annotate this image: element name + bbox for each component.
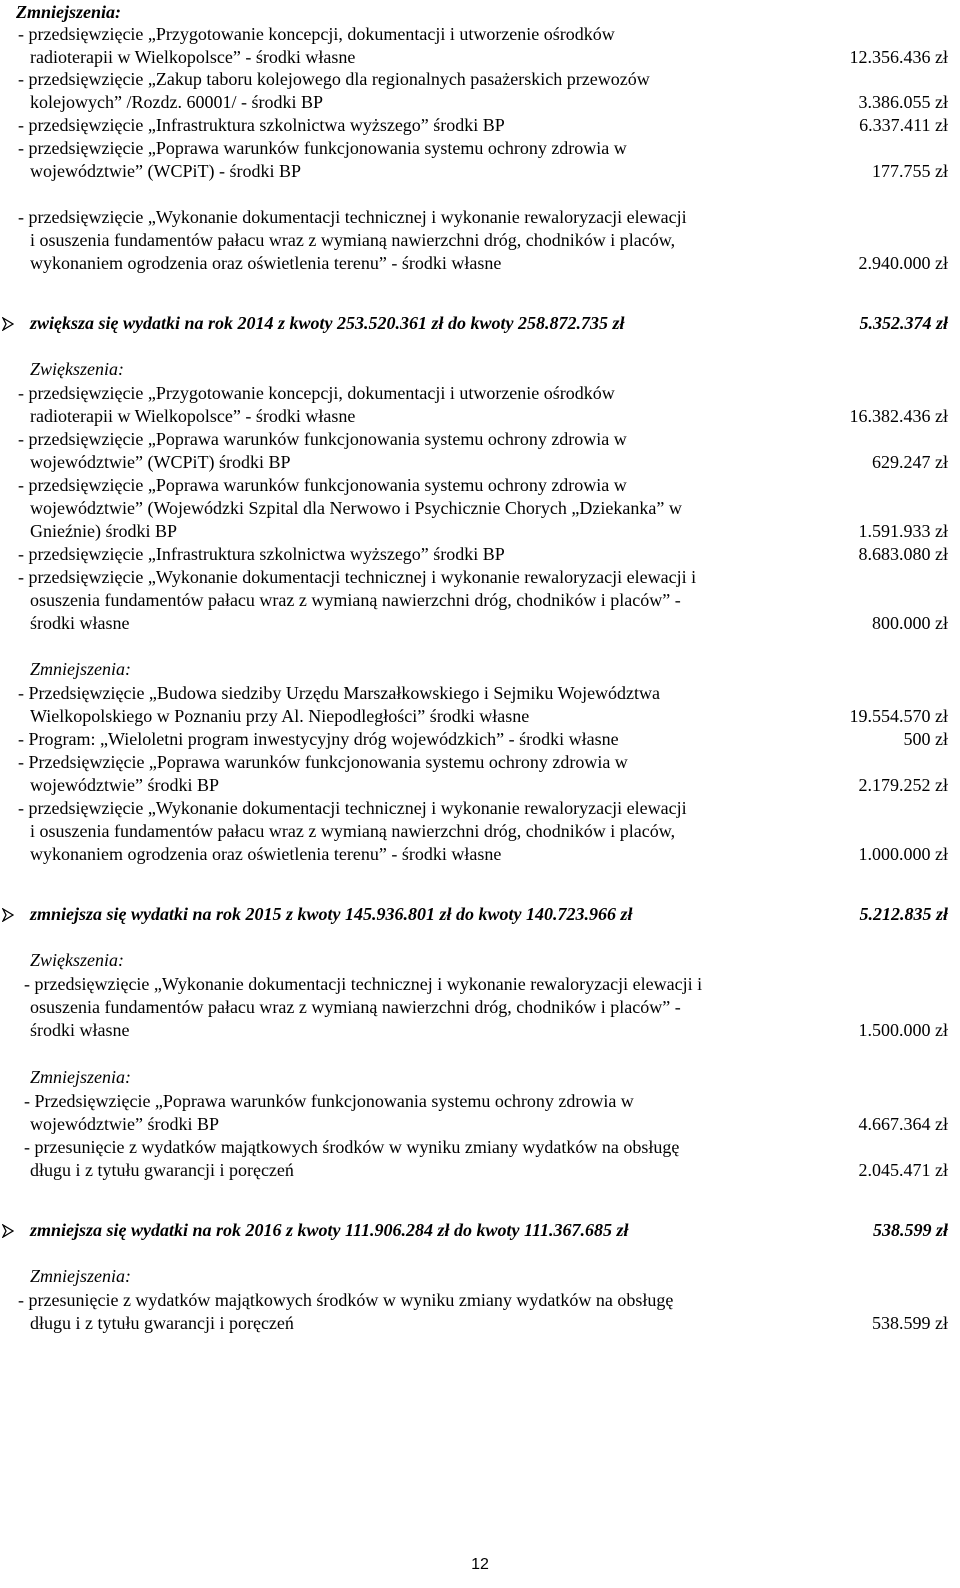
amount-value: 6.337.411 zł: [859, 115, 948, 135]
text-line: [0, 565, 960, 590]
text-line: [0, 228, 960, 253]
item-text: kolejowych” /Rozdz. 60001/ - środki BP: [30, 92, 323, 112]
text-line: [0, 473, 960, 498]
section-header-text: zmniejsza się wydatki na rok 2015 z kwoty 145.936.801 zł do kwoty 140.723.966 zł: [30, 904, 633, 924]
text-line: [0, 357, 960, 382]
amount-value: 8.683.080 zł: [858, 544, 948, 564]
text-line: [0, 1264, 960, 1289]
item-text: - Przedsięwzięcie „Poprawa warunków funkcjonowania systemu ochrony zdrowia w: [24, 1091, 634, 1111]
text-line: [0, 1018, 960, 1043]
amount-value: 2.045.471 zł: [858, 1160, 948, 1180]
text-line: [0, 136, 960, 161]
item-text: - przedsięwzięcie „Przygotowanie koncepcji, dokumentacji i utworzenie ośrodków: [18, 24, 615, 44]
item-text: - przesunięcie z wydatków majątkowych środków w wyniku zmiany wydatków na obsługę: [24, 1137, 680, 1157]
text-line: [0, 251, 960, 276]
item-text: - przedsięwzięcie „Poprawa warunków funkcjonowania systemu ochrony zdrowia w: [18, 429, 627, 449]
item-text: - przedsięwzięcie „Infrastruktura szkolnictwa wyższego” środki BP: [18, 115, 505, 135]
item-text: Gnieźnie) środki BP: [30, 521, 177, 541]
item-text: wykonaniem ogrodzenia oraz oświetlenia terenu” - środki własne: [30, 253, 502, 273]
amount-value: 1.500.000 zł: [858, 1020, 948, 1040]
text-line: [0, 588, 960, 613]
text-line: [0, 159, 960, 184]
amount-value: 4.667.364 zł: [858, 1114, 948, 1134]
amount-value: 2.940.000 zł: [858, 253, 948, 273]
text-line: [0, 427, 960, 452]
text-line: [0, 681, 960, 706]
text-line: [0, 995, 960, 1020]
text-line: [0, 1135, 960, 1160]
item-text: długu i z tytułu gwarancji i poręczeń: [30, 1160, 294, 1180]
text-line: [0, 496, 960, 521]
text-line: [0, 1158, 960, 1183]
item-text: środki własne: [30, 613, 130, 633]
text-line: [0, 450, 960, 475]
item-text: - przesunięcie z wydatków majątkowych środków w wyniku zmiany wydatków na obsługę: [18, 1290, 674, 1310]
section-header-text: zmniejsza się wydatki na rok 2016 z kwoty 111.906.284 zł do kwoty 111.367.685 zł: [30, 1220, 629, 1240]
item-text: wykonaniem ogrodzenia oraz oświetlenia terenu” - środki własne: [30, 844, 502, 864]
amount-value: 177.755 zł: [872, 161, 948, 181]
item-text: województwie” (WCPiT) - środki BP: [30, 161, 301, 181]
item-text: - Przedsięwzięcie „Budowa siedziby Urzędu Marszałkowskiego i Sejmiku Województwa: [18, 683, 661, 703]
item-text: radioterapii w Wielkopolsce” - środki własne: [30, 406, 356, 426]
item-text: środki własne: [30, 1020, 130, 1040]
text-line: [0, 773, 960, 798]
item-text: - przedsięwzięcie „Poprawa warunków funkcjonowania systemu ochrony zdrowia w: [18, 475, 627, 495]
amount-value: 3.386.055 zł: [858, 92, 948, 112]
text-line: [0, 404, 960, 429]
item-text: Wielkopolskiego w Poznaniu przy Al. Niepodległości” środki własne: [30, 706, 530, 726]
section-label: Zwiększenia:: [30, 950, 124, 970]
text-line: [0, 205, 960, 230]
text-line: [0, 381, 960, 406]
item-text: - przedsięwzięcie „Wykonanie dokumentacji technicznej i wykonanie rewaloryzacji elewacji i: [18, 567, 697, 587]
section-label: Zmniejszenia:: [16, 2, 122, 22]
item-text: - przedsięwzięcie „Wykonanie dokumentacji technicznej i wykonanie rewaloryzacji elewacji: [18, 798, 687, 818]
section-header-text: zwiększa się wydatki na rok 2014 z kwoty 253.520.361 zł do kwoty 258.872.735 zł: [30, 313, 625, 333]
text-line: [0, 1089, 960, 1114]
page-number: 12: [471, 1556, 489, 1573]
item-text: osuszenia fundamentów pałacu wraz z wymianą nawierzchni dróg, chodników i placów” -: [30, 590, 681, 610]
arrowhead-bullet-icon: [2, 908, 14, 922]
text-line: [0, 542, 960, 567]
text-line: [0, 972, 960, 997]
text-line: [0, 796, 960, 821]
amount-value: 800.000 zł: [872, 613, 948, 633]
amount-value: 2.179.252 zł: [858, 775, 948, 795]
item-text: radioterapii w Wielkopolsce” - środki własne: [30, 47, 356, 67]
section-header-line: [0, 902, 960, 927]
item-text: - przedsięwzięcie „Wykonanie dokumentacji technicznej i wykonanie rewaloryzacji elewacji i: [24, 974, 703, 994]
item-text: województwie” (Wojewódzki Szpital dla Nerwowo i Psychicznie Chorych „Dziekanka” w: [30, 498, 682, 518]
item-text: - przedsięwzięcie „Zakup taboru kolejowego dla regionalnych pasażerskich przewozów: [18, 69, 650, 89]
text-line: [0, 842, 960, 867]
item-text: długu i z tytułu gwarancji i poręczeń: [30, 1313, 294, 1333]
text-line: [0, 1288, 960, 1313]
amount-value: 538.599 zł: [872, 1220, 948, 1240]
text-line: [0, 113, 960, 138]
amount-value: 5.212.835 zł: [859, 904, 948, 924]
text-line: [0, 22, 960, 47]
text-line: [0, 1311, 960, 1336]
item-text: - Program: „Wieloletni program inwestycyjny dróg wojewódzkich” - środki własne: [18, 729, 619, 749]
text-line: [0, 1065, 960, 1090]
item-text: województwie” środki BP: [30, 1114, 219, 1134]
amount-value: 19.554.570 zł: [849, 706, 948, 726]
section-label: Zmniejszenia:: [30, 659, 131, 679]
amount-value: 538.599 zł: [872, 1313, 948, 1333]
text-line: [0, 704, 960, 729]
item-text: - Przedsięwzięcie „Poprawa warunków funkcjonowania systemu ochrony zdrowia w: [18, 752, 628, 772]
text-line: [0, 727, 960, 752]
arrowhead-bullet-icon: [2, 317, 14, 331]
text-line: [0, 948, 960, 973]
amount-value: 12.356.436 zł: [849, 47, 948, 67]
item-text: osuszenia fundamentów pałacu wraz z wymianą nawierzchni dróg, chodników i placów” -: [30, 997, 681, 1017]
amount-value: 16.382.436 zł: [849, 406, 948, 426]
text-line: [0, 750, 960, 775]
item-text: - przedsięwzięcie „Infrastruktura szkolnictwa wyższego” środki BP: [18, 544, 505, 564]
section-label: Zwiększenia:: [30, 359, 124, 379]
item-text: i osuszenia fundamentów pałacu wraz z wymianą nawierzchni dróg, chodników i placów,: [30, 821, 676, 841]
amount-value: 1.000.000 zł: [858, 844, 948, 864]
text-line: [0, 1112, 960, 1137]
text-line: [0, 519, 960, 544]
item-text: - przedsięwzięcie „Przygotowanie koncepcji, dokumentacji i utworzenie ośrodków: [18, 383, 615, 403]
section-header-line: [0, 1218, 960, 1243]
amount-value: 5.352.374 zł: [859, 313, 948, 333]
section-label: Zmniejszenia:: [30, 1266, 131, 1286]
amount-value: 1.591.933 zł: [858, 521, 948, 541]
item-text: i osuszenia fundamentów pałacu wraz z wymianą nawierzchni dróg, chodników i placów,: [30, 230, 676, 250]
section-header-line: [0, 311, 960, 336]
text-line: [0, 657, 960, 682]
text-line: [0, 611, 960, 636]
item-text: województwie” (WCPiT) środki BP: [30, 452, 291, 472]
item-text: - przedsięwzięcie „Wykonanie dokumentacji technicznej i wykonanie rewaloryzacji elewacji: [18, 207, 687, 227]
text-line: [0, 67, 960, 92]
text-line: [0, 819, 960, 844]
amount-value: 500 zł: [903, 729, 948, 749]
section-label: Zmniejszenia:: [30, 1067, 131, 1087]
item-text: - przedsięwzięcie „Poprawa warunków funkcjonowania systemu ochrony zdrowia w: [18, 138, 627, 158]
amount-value: 629.247 zł: [872, 452, 948, 472]
arrowhead-bullet-icon: [2, 1224, 14, 1238]
item-text: województwie” środki BP: [30, 775, 219, 795]
text-line: [0, 90, 960, 115]
